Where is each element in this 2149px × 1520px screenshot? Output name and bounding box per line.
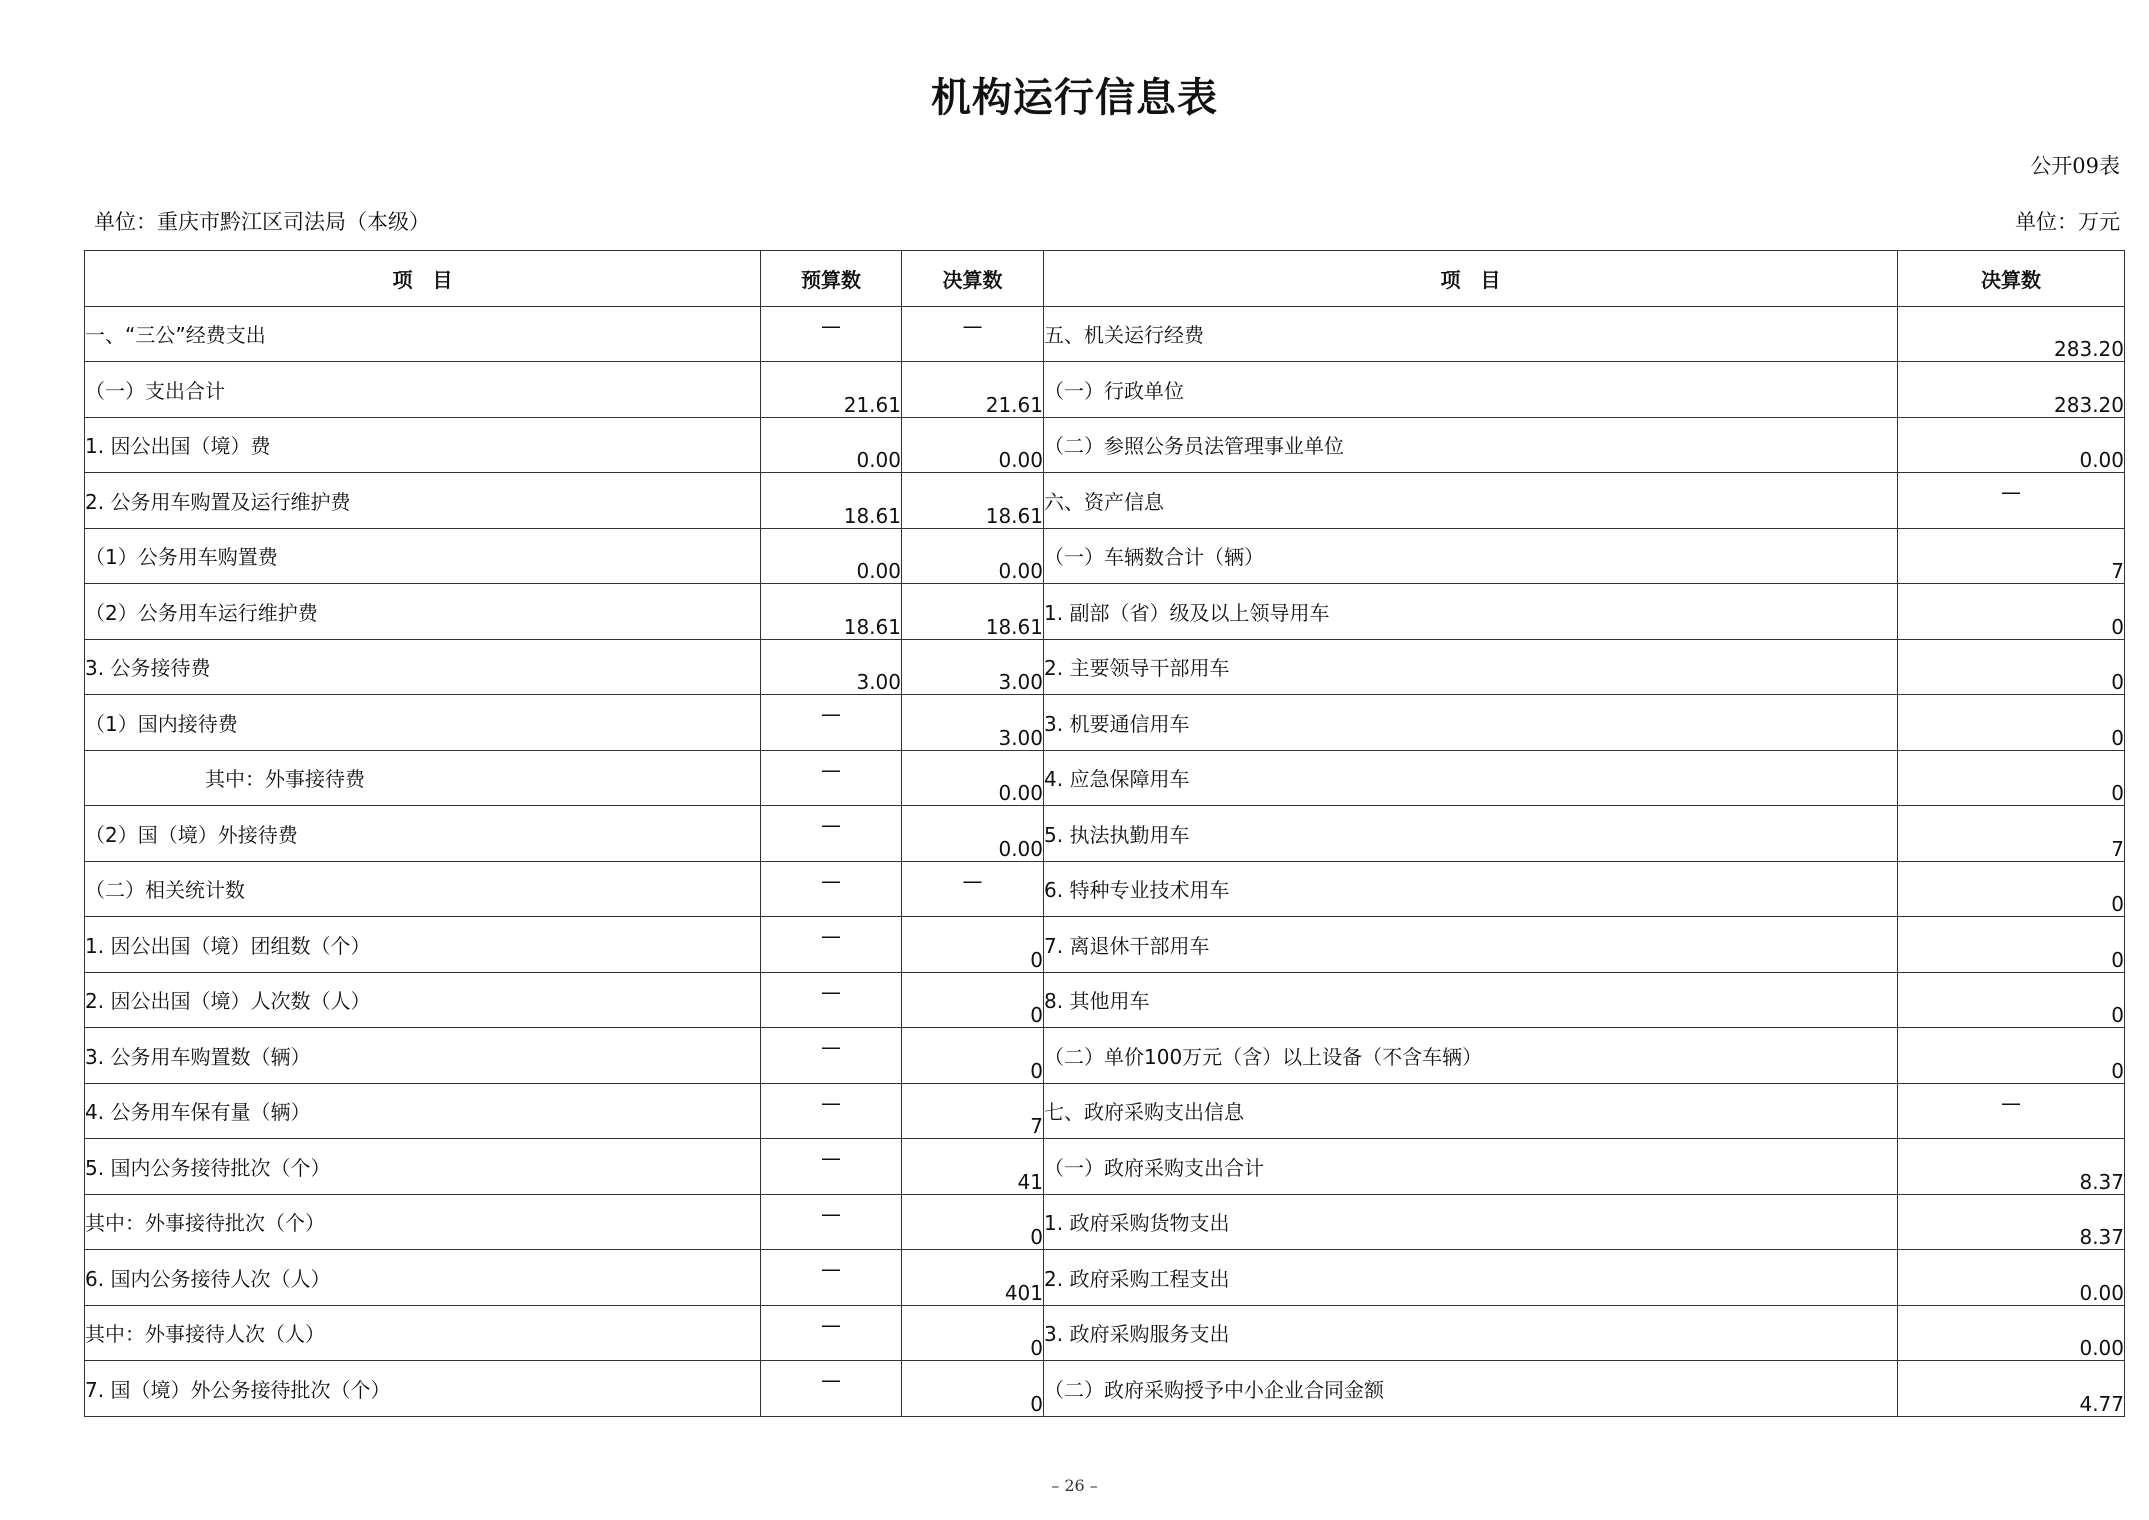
header-row xyxy=(85,251,2125,307)
header-budget: 预算数 xyxy=(761,251,902,307)
budget-value: — xyxy=(761,1250,902,1306)
right-final-value: 283.20 xyxy=(1898,362,2125,418)
right-final-value: 4.77 xyxy=(1898,1361,2125,1417)
right-item: 3. 政府采购服务支出 xyxy=(1044,1305,1898,1361)
header-item-left: 项 目 xyxy=(85,251,761,307)
budget-value: — xyxy=(761,695,902,751)
right-final-value: 283.20 xyxy=(1898,306,2125,362)
budget-value: 3.00 xyxy=(761,639,902,695)
right-final-value: 0 xyxy=(1898,584,2125,640)
budget-value: — xyxy=(761,306,902,362)
final-value: — xyxy=(902,861,1044,917)
final-value: 0.00 xyxy=(902,750,1044,806)
left-item: （2）国（境）外接待费 xyxy=(85,806,761,862)
info-table xyxy=(84,250,2125,1417)
right-item: 1. 副部（省）级及以上领导用车 xyxy=(1044,584,1898,640)
right-final-value: 0.00 xyxy=(1898,1305,2125,1361)
right-item: （二）参照公务员法管理事业单位 xyxy=(1044,417,1898,473)
table-row xyxy=(85,1083,2125,1139)
right-item: 7. 离退休干部用车 xyxy=(1044,917,1898,973)
budget-value: 0.00 xyxy=(761,417,902,473)
left-item: 一、“三公”经费支出 xyxy=(85,306,761,362)
left-item: 其中：外事接待费 xyxy=(85,750,761,806)
right-item: 五、机关运行经费 xyxy=(1044,306,1898,362)
left-item: 1. 因公出国（境）团组数（个） xyxy=(85,917,761,973)
left-item: （一）支出合计 xyxy=(85,362,761,418)
table-row xyxy=(85,861,2125,917)
right-final-value: 0.00 xyxy=(1898,417,2125,473)
budget-value: — xyxy=(761,1028,902,1084)
right-item: 5. 执法执勤用车 xyxy=(1044,806,1898,862)
left-item: 3. 公务接待费 xyxy=(85,639,761,695)
page-number: – 26 – xyxy=(1051,1476,1098,1495)
budget-value: — xyxy=(761,750,902,806)
final-value: 18.61 xyxy=(902,473,1044,529)
final-value: 18.61 xyxy=(902,584,1044,640)
table-row xyxy=(85,1250,2125,1306)
final-value: 41 xyxy=(902,1139,1044,1195)
table-row xyxy=(85,528,2125,584)
left-item: 其中：外事接待批次（个） xyxy=(85,1194,761,1250)
right-final-value: 0 xyxy=(1898,917,2125,973)
table-row xyxy=(85,972,2125,1028)
budget-value: — xyxy=(761,1194,902,1250)
right-final-value: 8.37 xyxy=(1898,1139,2125,1195)
table-number: 公开09表 xyxy=(2030,154,2120,178)
table-row xyxy=(85,1139,2125,1195)
final-value: 0.00 xyxy=(902,417,1044,473)
right-final-value: 8.37 xyxy=(1898,1194,2125,1250)
right-item: 6. 特种专业技术用车 xyxy=(1044,861,1898,917)
right-final-value: 0 xyxy=(1898,1028,2125,1084)
right-final-value: — xyxy=(1898,1083,2125,1139)
header-item-right: 项 目 xyxy=(1044,251,1898,307)
table-row xyxy=(85,306,2125,362)
budget-value: — xyxy=(761,1305,902,1361)
left-item: 6. 国内公务接待人次（人） xyxy=(85,1250,761,1306)
organization-unit: 单位：重庆市黔江区司法局（本级） xyxy=(94,210,430,234)
left-item: 7. 国（境）外公务接待批次（个） xyxy=(85,1361,761,1417)
right-final-value: 0.00 xyxy=(1898,1250,2125,1306)
left-item: （二）相关统计数 xyxy=(85,861,761,917)
left-item: （1）国内接待费 xyxy=(85,695,761,751)
table-row xyxy=(85,1194,2125,1250)
right-item: 8. 其他用车 xyxy=(1044,972,1898,1028)
table-row xyxy=(85,1361,2125,1417)
table-row xyxy=(85,1305,2125,1361)
left-item: 其中：外事接待人次（人） xyxy=(85,1305,761,1361)
left-item: 3. 公务用车购置数（辆） xyxy=(85,1028,761,1084)
right-final-value: 0 xyxy=(1898,695,2125,751)
right-item: 六、资产信息 xyxy=(1044,473,1898,529)
right-final-value: 0 xyxy=(1898,861,2125,917)
right-item: （二）单价100万元（含）以上设备（不含车辆） xyxy=(1044,1028,1898,1084)
table-row xyxy=(85,362,2125,418)
right-final-value: 7 xyxy=(1898,528,2125,584)
table-row xyxy=(85,750,2125,806)
left-item: 5. 国内公务接待批次（个） xyxy=(85,1139,761,1195)
right-item: 2. 主要领导干部用车 xyxy=(1044,639,1898,695)
left-item: 2. 公务用车购置及运行维护费 xyxy=(85,473,761,529)
table-row xyxy=(85,1028,2125,1084)
right-item: 3. 机要通信用车 xyxy=(1044,695,1898,751)
page-title: 机构运行信息表 xyxy=(931,75,1218,121)
currency-unit: 单位：万元 xyxy=(2015,210,2120,234)
right-item: （一）政府采购支出合计 xyxy=(1044,1139,1898,1195)
right-item: 4. 应急保障用车 xyxy=(1044,750,1898,806)
left-item: （2）公务用车运行维护费 xyxy=(85,584,761,640)
right-item: 1. 政府采购货物支出 xyxy=(1044,1194,1898,1250)
budget-value: — xyxy=(761,806,902,862)
final-value: 0 xyxy=(902,1028,1044,1084)
table-row xyxy=(85,473,2125,529)
budget-value: — xyxy=(761,1139,902,1195)
final-value: 3.00 xyxy=(902,695,1044,751)
final-value: 401 xyxy=(902,1250,1044,1306)
right-final-value: — xyxy=(1898,473,2125,529)
left-item: （1）公务用车购置费 xyxy=(85,528,761,584)
final-value: 0 xyxy=(902,917,1044,973)
right-item: （一）行政单位 xyxy=(1044,362,1898,418)
final-value: 21.61 xyxy=(902,362,1044,418)
right-item: （一）车辆数合计（辆） xyxy=(1044,528,1898,584)
table-row xyxy=(85,695,2125,751)
final-value: 0 xyxy=(902,1194,1044,1250)
right-item: （二）政府采购授予中小企业合同金额 xyxy=(1044,1361,1898,1417)
final-value: 0 xyxy=(902,1305,1044,1361)
final-value: 7 xyxy=(902,1083,1044,1139)
table-row xyxy=(85,917,2125,973)
final-value: — xyxy=(902,306,1044,362)
budget-value: — xyxy=(761,917,902,973)
final-value: 0.00 xyxy=(902,528,1044,584)
budget-value: 21.61 xyxy=(761,362,902,418)
table-row xyxy=(85,584,2125,640)
final-value: 0.00 xyxy=(902,806,1044,862)
budget-value: 18.61 xyxy=(761,473,902,529)
left-item: 2. 因公出国（境）人次数（人） xyxy=(85,972,761,1028)
budget-value: 0.00 xyxy=(761,528,902,584)
right-final-value: 0 xyxy=(1898,750,2125,806)
budget-value: — xyxy=(761,972,902,1028)
table-row xyxy=(85,806,2125,862)
budget-value: 18.61 xyxy=(761,584,902,640)
final-value: 0 xyxy=(902,1361,1044,1417)
final-value: 3.00 xyxy=(902,639,1044,695)
right-final-value: 0 xyxy=(1898,972,2125,1028)
table-row xyxy=(85,417,2125,473)
header-final-left: 决算数 xyxy=(902,251,1044,307)
table-row xyxy=(85,639,2125,695)
right-item: 七、政府采购支出信息 xyxy=(1044,1083,1898,1139)
right-item: 2. 政府采购工程支出 xyxy=(1044,1250,1898,1306)
left-item: 1. 因公出国（境）费 xyxy=(85,417,761,473)
right-final-value: 0 xyxy=(1898,639,2125,695)
header-final-right: 决算数 xyxy=(1898,251,2125,307)
right-final-value: 7 xyxy=(1898,806,2125,862)
budget-value: — xyxy=(761,1083,902,1139)
left-item: 4. 公务用车保有量（辆） xyxy=(85,1083,761,1139)
final-value: 0 xyxy=(902,972,1044,1028)
budget-value: — xyxy=(761,1361,902,1417)
budget-value: — xyxy=(761,861,902,917)
